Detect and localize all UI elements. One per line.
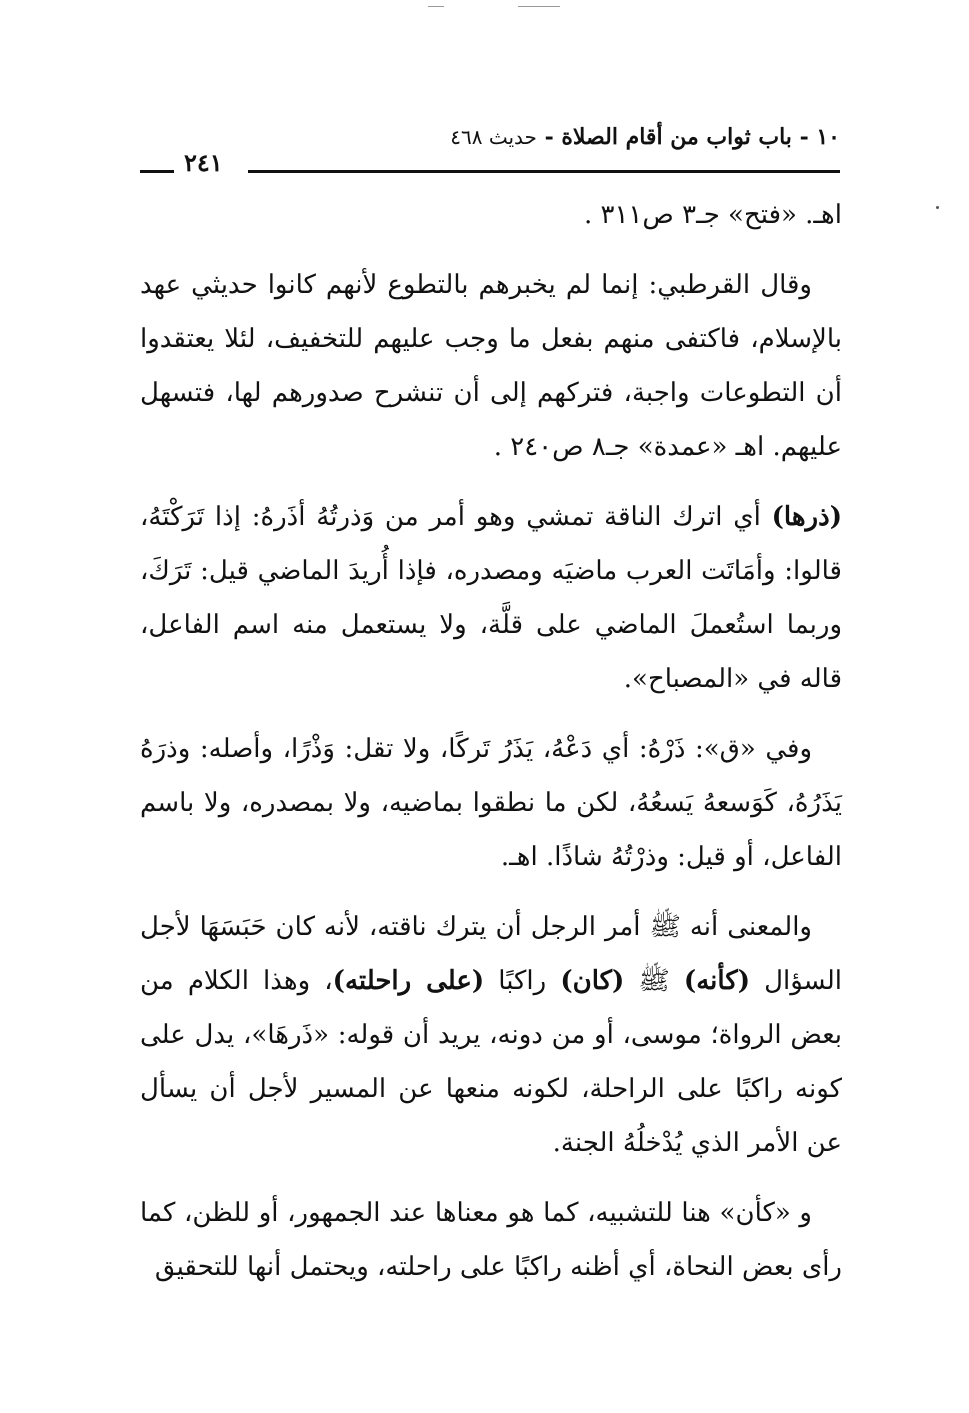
paragraph-text: ﷺ [624, 966, 684, 996]
paragraph-meaning [140, 900, 842, 1170]
paragraph-text: ، وهذا الكلام من بعض الرواة؛ موسى، أو من دونه، يريد أن قوله: «ذَرهَا»، يدل على كونه راكبًا على الراحلة، لكونه منعها عن المسير لأجل أن يسأل عن الأمر الذي يُدْخلُهُ الجنة. [140, 966, 843, 1158]
paragraph-text: وقال القرطبي: إنما لم يخبرهم بالتطوع لأنهم كانوا حديثي عهد بالإسلام، فاكتفى منهم بفعل ما وجب عليهم للتخفيف، لئلا يعتقدوا أن التطوعات واجبة، فتركهم إلى أن تنشرح صدورهم لها، فتسهل عليهم. اهـ «عمدة» جـ٨ ص٢٤٠ . [140, 270, 842, 462]
keyword-dharha: (ذرها) [771, 502, 842, 532]
paragraph-qamus [140, 722, 842, 884]
paragraph-text: والمعنى أنه ﷺ أمر الرجل أن يترك ناقته، لأنه كان حَبَسَهَا لأجل السؤال [140, 912, 842, 996]
page-body [140, 188, 842, 1310]
scan-speck [936, 206, 939, 209]
keyword-ala-rahilatihi: (على راحلته) [332, 966, 485, 996]
paragraph-text: راكبًا [484, 966, 561, 996]
chapter-heading [450, 124, 840, 150]
header-separator: - [544, 124, 554, 150]
paragraph-text: اهـ. «فتح» جـ٣ ص٣١١ . [583, 200, 842, 230]
scan-marks [0, 6, 969, 12]
paragraph-dharha [140, 490, 842, 706]
paragraph-reference-fath [140, 188, 842, 242]
paragraph-kaanna [140, 1186, 842, 1294]
keyword-kana: (كان) [560, 966, 625, 996]
hadith-number: حديث ٤٦٨ [450, 125, 537, 149]
paragraph-text: أي اترك الناقة تمشي وهو أمر من وَذرتُهُ أذَرهُ: إذا تَرَكْتَهُ، قالوا: وأمَاتَت العرب ماضيَه ومصدره، فإذا أُريدَ الماضي قيل: تَرَكَ، وربما استُعملَ الماضي على قلَّة، ولا يستعمل منه اسم الفاعل، قاله في «المصباح». [140, 502, 842, 694]
page-number: ٢٤١ [184, 148, 223, 177]
header-rule-short [140, 170, 174, 173]
paragraph-text: وفي «ق»: ذَرْهُ: أي دَعْهُ، يَذَرُ تَركًا، ولا تقل: وَذْرًا، وأصله: وذرَهُ يَذَرُهُ، كَوَسعهُ يَسعُهُ، لكن ما نطقوا بماضيه، ولا بمصدره، ولا باسم الفاعل، أو قيل: وذرْتُهُ شاذًا. اهـ. [140, 734, 842, 872]
running-header [140, 118, 840, 182]
header-rule [248, 170, 840, 173]
chapter-title: ١٠ - باب ثواب من أقام الصلاة [561, 124, 840, 150]
paragraph-text: و «كأن» هنا للتشبيه، كما هو معناها عند الجمهور، أو للظن، كما رأى بعض النحاة، أي أظنه راكبًا على راحلته، ويحتمل أنها للتحقيق [140, 1198, 842, 1282]
keyword-kaannahu: (كأنه) [683, 966, 751, 996]
paragraph-qurtubi [140, 258, 842, 474]
